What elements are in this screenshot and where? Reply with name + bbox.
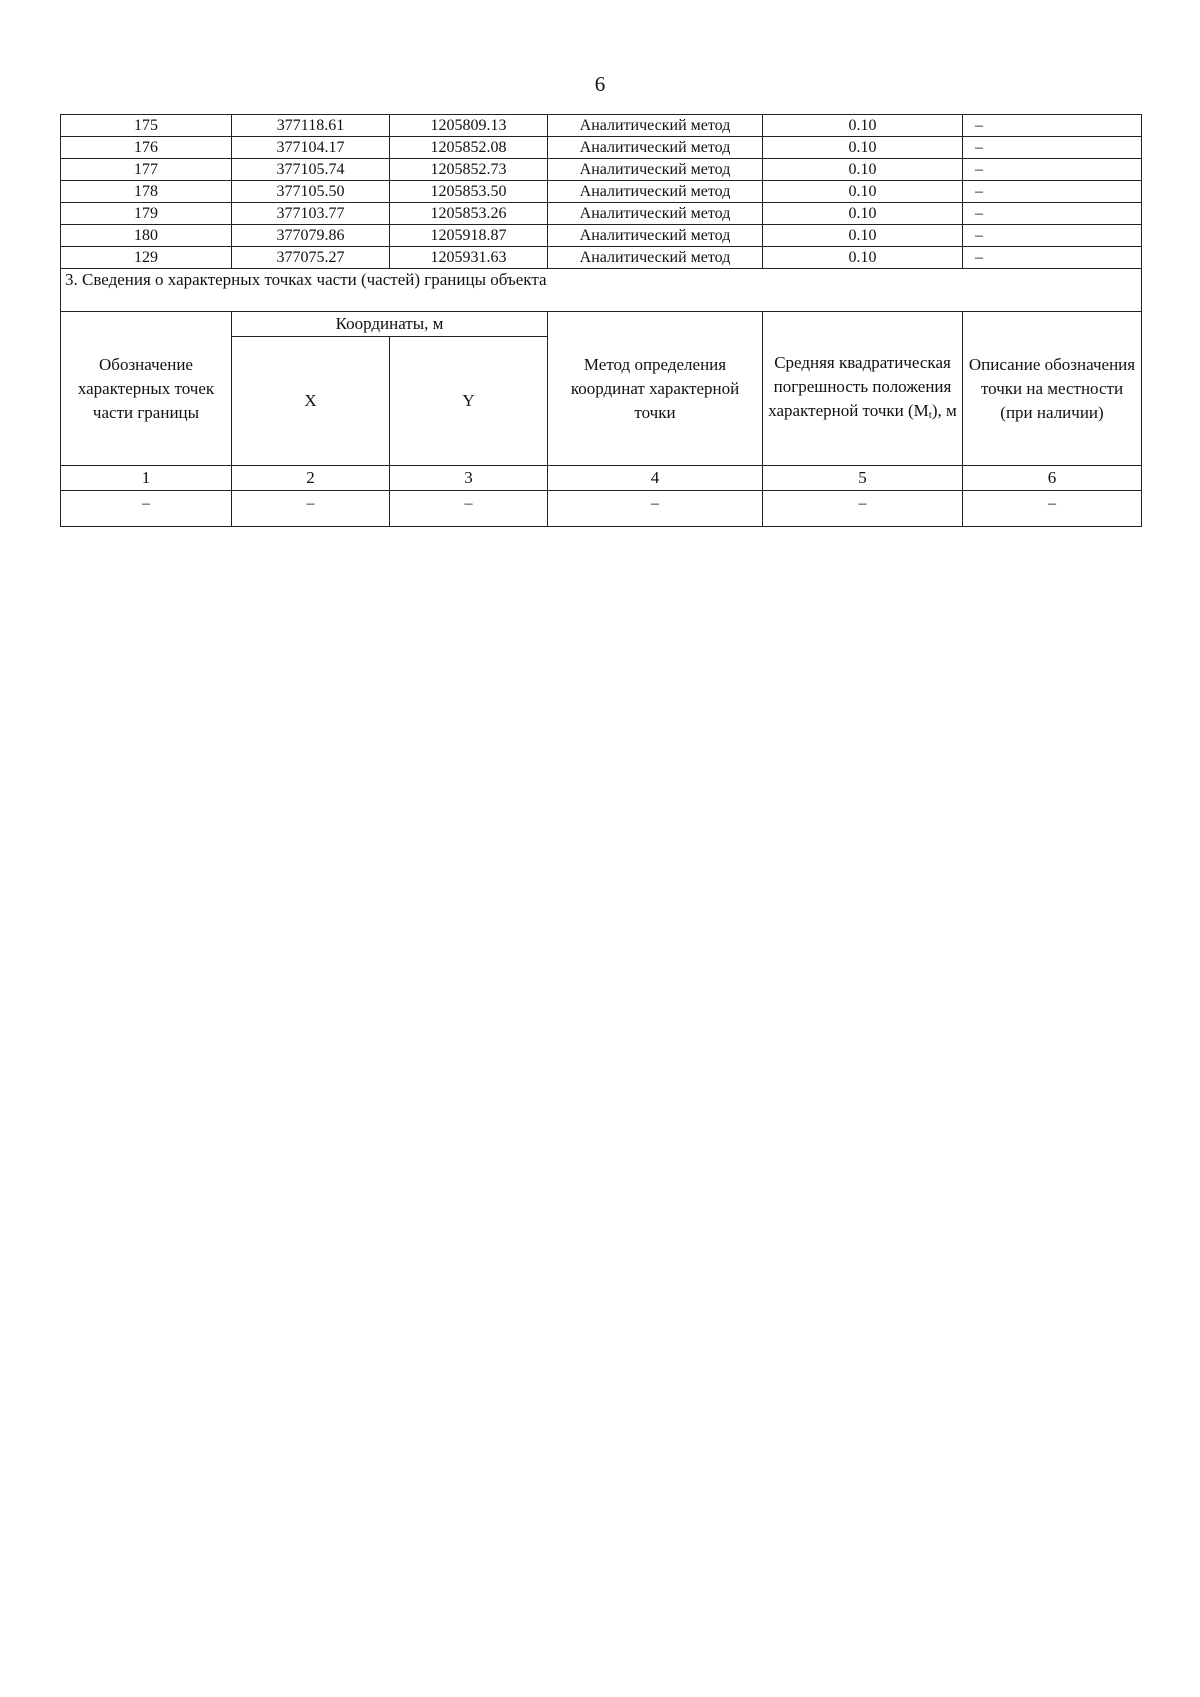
empty-data-row (61, 491, 1142, 527)
column-number: 6 (963, 466, 1142, 491)
point-id: 180 (61, 225, 232, 247)
point-y: 1205931.63 (390, 247, 548, 269)
point-error: 0.10 (763, 137, 963, 159)
point-id: 178 (61, 181, 232, 203)
point-error: 0.10 (763, 247, 963, 269)
points-body (61, 115, 1142, 527)
table-row (61, 115, 1142, 137)
header-coordinates: Координаты, м (232, 312, 548, 337)
point-id: 179 (61, 203, 232, 225)
header-description: Описание обозначения точки на местности (при наличии) (963, 312, 1142, 466)
empty-cell: – (232, 491, 390, 527)
point-description: – (963, 225, 1142, 247)
header-error (763, 312, 963, 466)
empty-cell: – (763, 491, 963, 527)
header-row (61, 312, 1142, 337)
empty-cell: – (61, 491, 232, 527)
column-number: 4 (548, 466, 763, 491)
empty-cell: – (963, 491, 1142, 527)
point-description: – (963, 159, 1142, 181)
section-title: 3. Сведения о характерных точках части (частей) границы объекта (61, 269, 1142, 312)
column-number: 5 (763, 466, 963, 491)
point-description: – (963, 203, 1142, 225)
point-x: 377079.86 (232, 225, 390, 247)
point-id: 129 (61, 247, 232, 269)
point-description: – (963, 137, 1142, 159)
point-id: 177 (61, 159, 232, 181)
point-error: 0.10 (763, 159, 963, 181)
point-description: – (963, 181, 1142, 203)
point-y: 1205853.50 (390, 181, 548, 203)
point-x: 377103.77 (232, 203, 390, 225)
header-error-suffix: ), м (931, 400, 957, 420)
point-id: 175 (61, 115, 232, 137)
point-y: 1205853.26 (390, 203, 548, 225)
column-number: 3 (390, 466, 548, 491)
table-row (61, 181, 1142, 203)
point-method: Аналитический метод (548, 181, 763, 203)
coordinates-table (60, 114, 1142, 527)
point-error: 0.10 (763, 203, 963, 225)
header-error-subscript: t (928, 408, 932, 421)
table-row (61, 225, 1142, 247)
point-method: Аналитический метод (548, 159, 763, 181)
table-row (61, 137, 1142, 159)
header-y: Y (390, 337, 548, 466)
header-error-prefix: Средняя квадратическая погрешность положения характерной точки (M (768, 352, 952, 420)
point-x: 377105.50 (232, 181, 390, 203)
point-y: 1205918.87 (390, 225, 548, 247)
point-method: Аналитический метод (548, 225, 763, 247)
column-numbers-row (61, 466, 1142, 491)
point-x: 377118.61 (232, 115, 390, 137)
empty-cell: – (390, 491, 548, 527)
header-x: X (232, 337, 390, 466)
table-row (61, 247, 1142, 269)
column-number: 1 (61, 466, 232, 491)
table-row (61, 203, 1142, 225)
point-x: 377105.74 (232, 159, 390, 181)
page-number: 6 (594, 72, 606, 96)
point-y: 1205852.73 (390, 159, 548, 181)
header-point-designation: Обозначение характерных точек части границы (61, 312, 232, 466)
point-description: – (963, 115, 1142, 137)
point-id: 176 (61, 137, 232, 159)
column-number: 2 (232, 466, 390, 491)
point-error: 0.10 (763, 225, 963, 247)
point-description: – (963, 247, 1142, 269)
point-error: 0.10 (763, 115, 963, 137)
point-y: 1205852.08 (390, 137, 548, 159)
point-error: 0.10 (763, 181, 963, 203)
point-y: 1205809.13 (390, 115, 548, 137)
point-x: 377075.27 (232, 247, 390, 269)
point-method: Аналитический метод (548, 115, 763, 137)
point-x: 377104.17 (232, 137, 390, 159)
section-title-row (61, 269, 1142, 312)
point-method: Аналитический метод (548, 203, 763, 225)
point-method: Аналитический метод (548, 137, 763, 159)
header-method: Метод определения координат характерной точки (548, 312, 763, 466)
empty-cell: – (548, 491, 763, 527)
point-method: Аналитический метод (548, 247, 763, 269)
table-row (61, 159, 1142, 181)
